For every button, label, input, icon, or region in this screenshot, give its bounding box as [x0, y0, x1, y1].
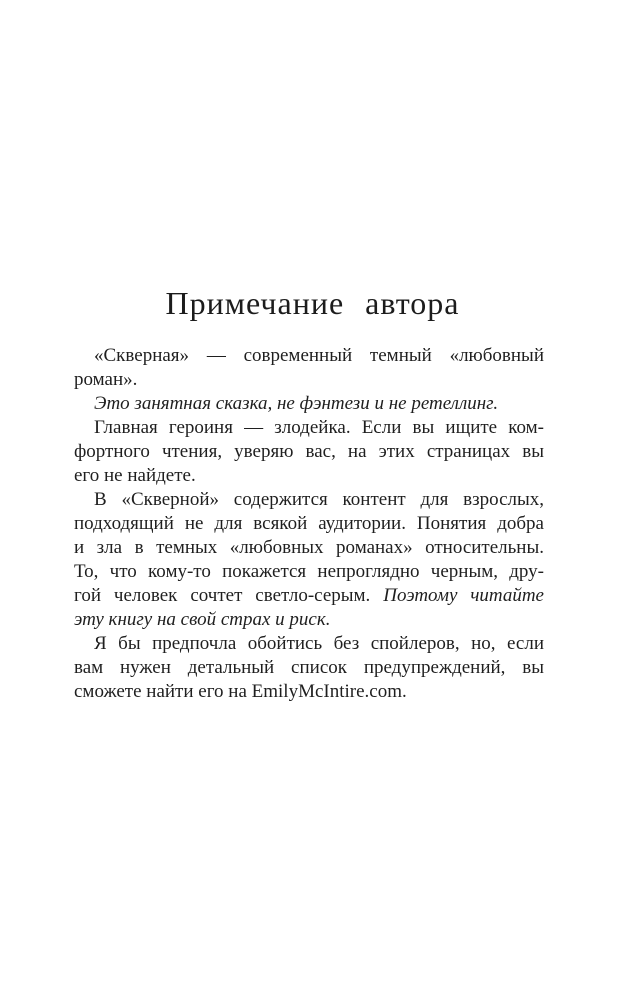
text-segment: сможете найти его на EmilyMcIntire.com. — [74, 681, 407, 702]
text-segment: и зла в темных «любовных романах» относительны. — [74, 537, 544, 558]
text-segment: эту книгу на свой страх и риск. — [74, 609, 331, 630]
text-block — [74, 344, 544, 704]
paragraph — [74, 344, 544, 392]
text-line — [74, 464, 544, 488]
text-segment: вам нужен детальный список предупреждений, вы — [74, 657, 544, 678]
text-line — [74, 368, 544, 392]
paragraph — [74, 416, 544, 488]
text-segment: В «Скверной» содержится контент для взрослых, — [94, 489, 544, 510]
text-segment: роман». — [74, 369, 138, 390]
text-line — [74, 608, 544, 632]
page-title: Примечание автора — [165, 285, 460, 321]
paragraph — [74, 632, 544, 704]
paragraph — [74, 488, 544, 632]
text-segment: гой человек сочтет светло-серым. — [74, 585, 384, 606]
text-line — [74, 656, 544, 680]
text-segment: его не найдете. — [74, 465, 196, 486]
text-segment: Главная героиня — злодейка. Если вы ищите ком- — [94, 417, 544, 438]
text-line — [74, 416, 544, 440]
text-line — [74, 344, 544, 368]
text-line — [74, 680, 544, 704]
text-line — [74, 560, 544, 584]
text-line — [74, 632, 544, 656]
text-line — [74, 488, 544, 512]
text-line — [74, 392, 544, 416]
text-segment: То, что кому-то покажется непроглядно черным, дру- — [74, 561, 544, 582]
text-line — [74, 440, 544, 464]
text-segment: Поэтому читайте — [383, 585, 544, 606]
text-segment: Я бы предпочла обойтись без спойлеров, но, если — [94, 633, 544, 654]
text-segment: «Скверная» — современный темный «любовный — [94, 345, 544, 366]
text-segment: Это занятная сказка, не фэнтези и не ретеллинг. — [94, 393, 499, 414]
paragraph — [74, 392, 544, 416]
text-line — [74, 512, 544, 536]
text-line — [74, 536, 544, 560]
text-line — [74, 584, 544, 608]
text-segment: подходящий не для всякой аудитории. Понятия добра — [74, 513, 544, 534]
text-segment: фортного чтения, уверяю вас, на этих страницах вы — [74, 441, 544, 462]
